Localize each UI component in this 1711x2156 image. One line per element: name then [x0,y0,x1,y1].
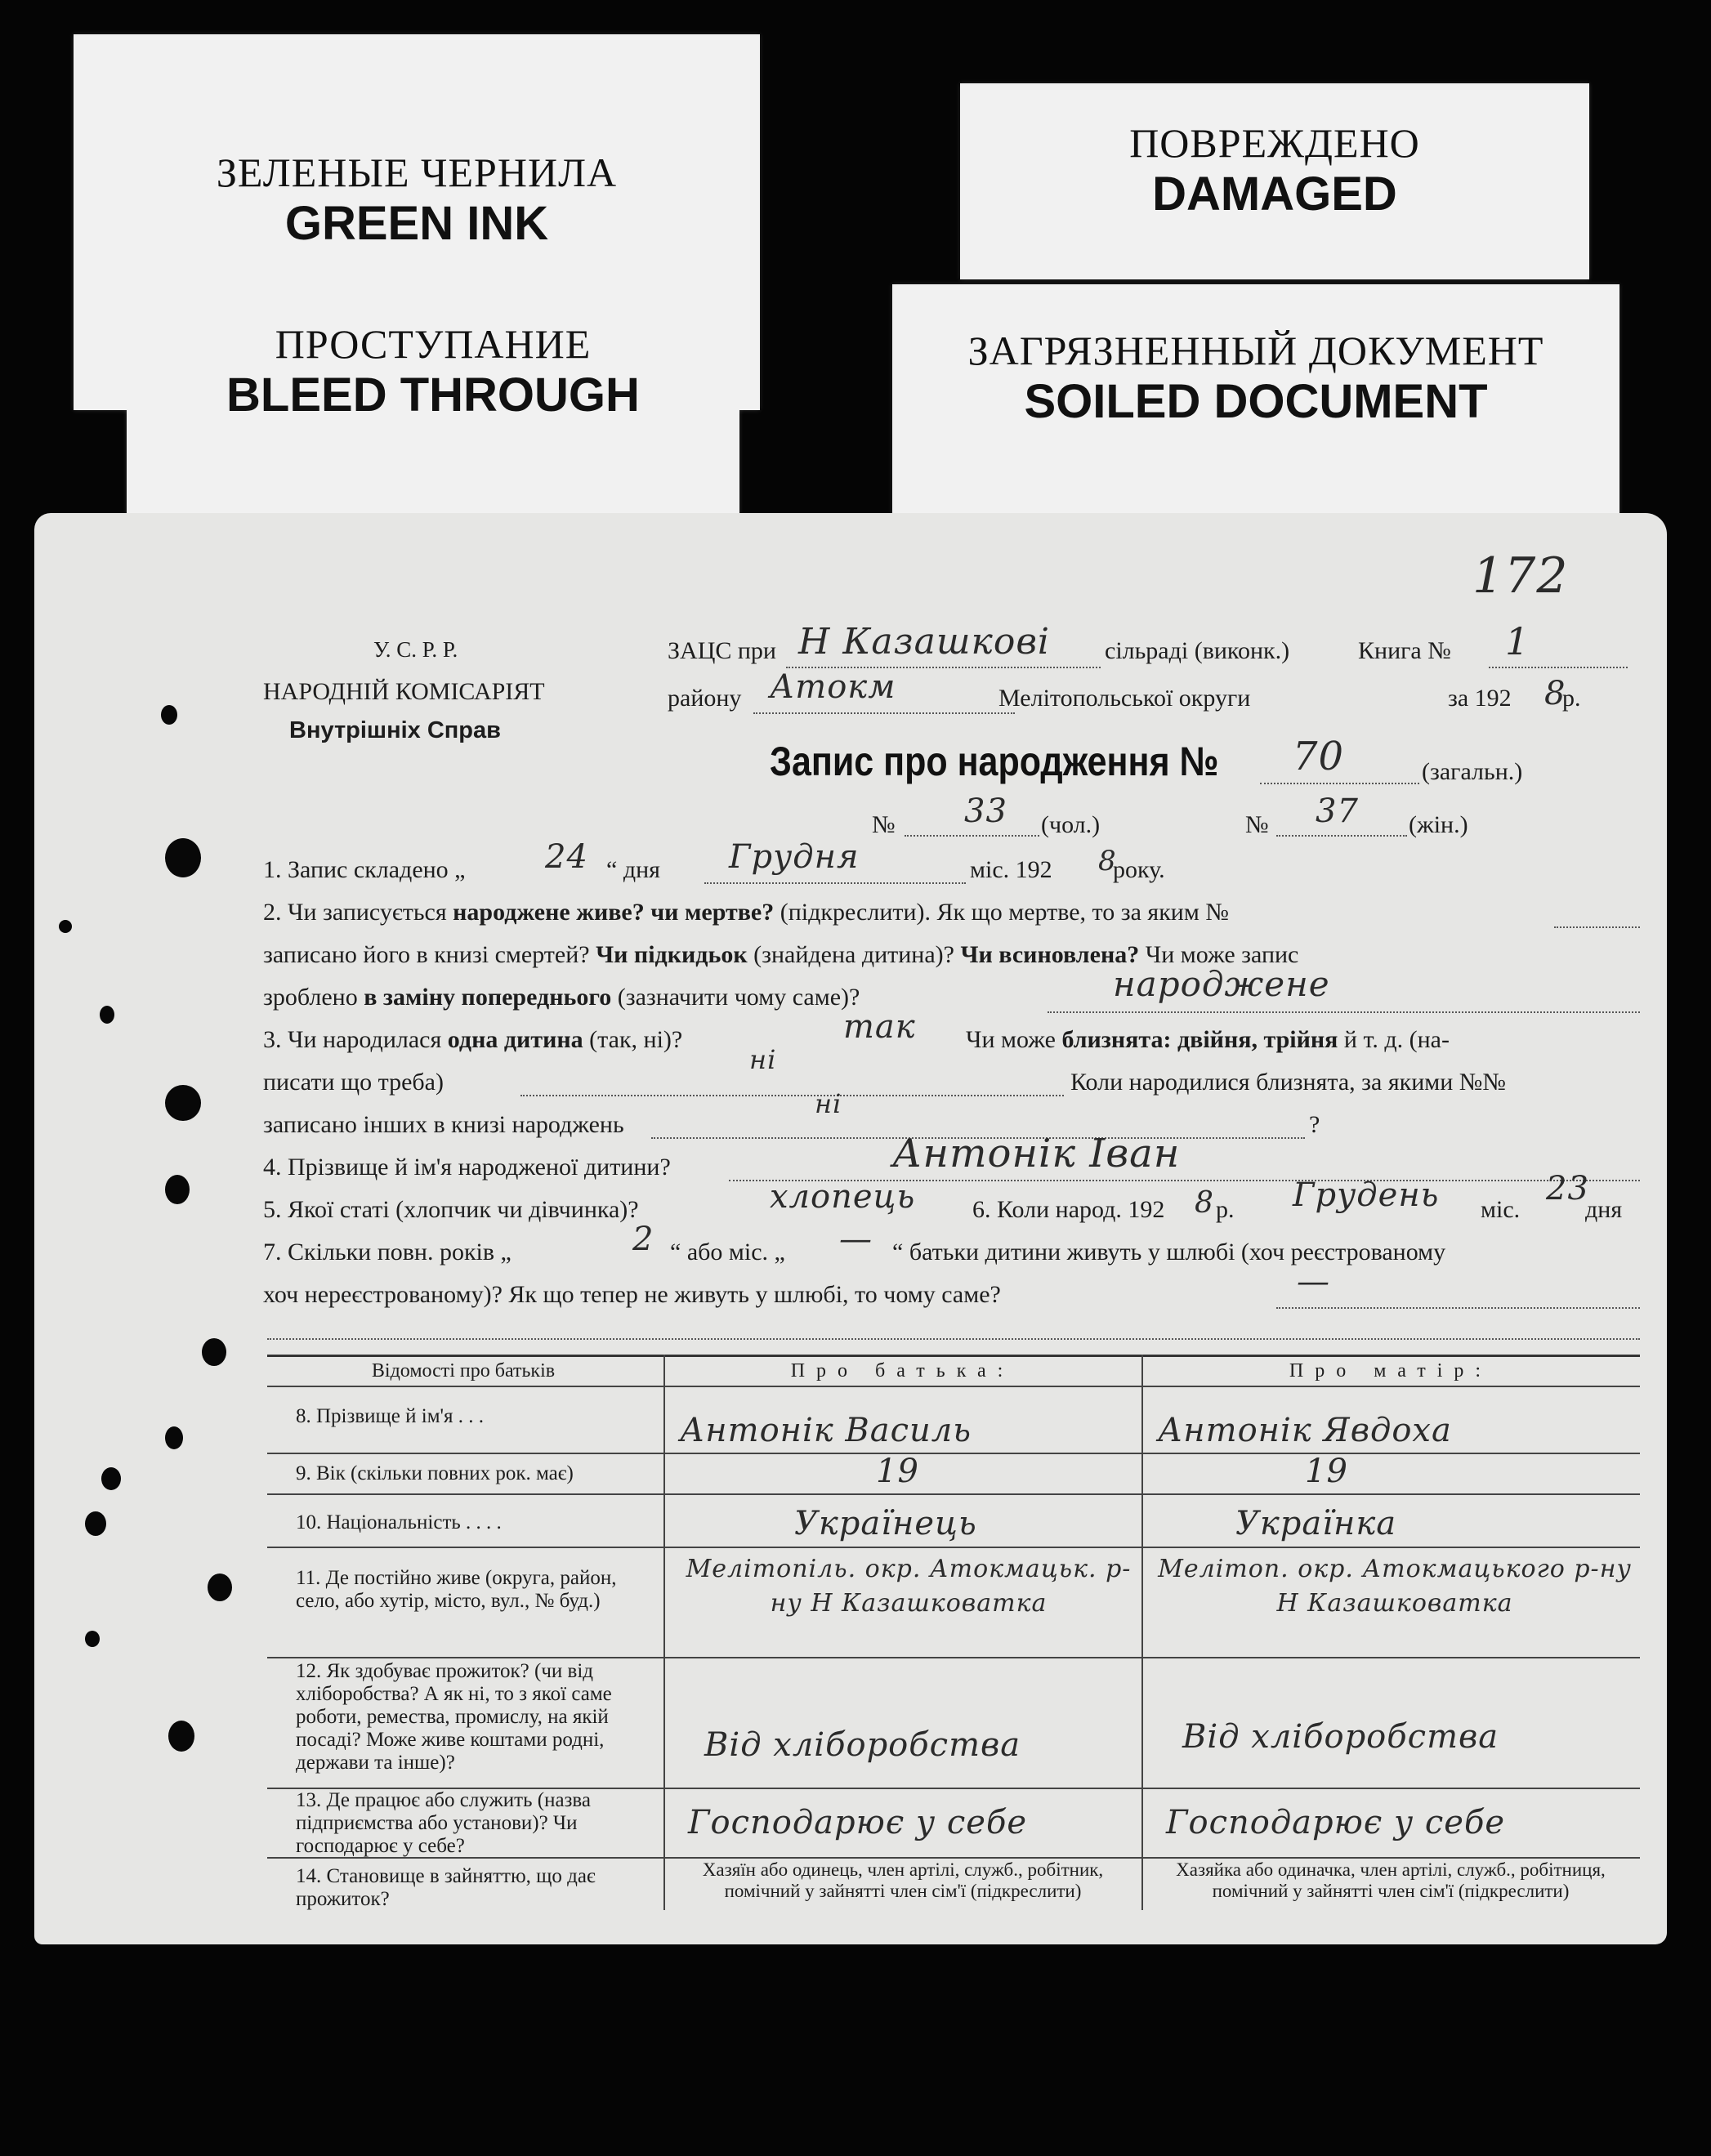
q4-text: 4. Прізвище й ім'я народженої дитини? [263,1154,671,1181]
q3-text-a: 3. Чи народилася [263,1026,448,1053]
mother-name: Антонік Явдоха [1158,1412,1452,1449]
q1-day: 24 [545,838,588,876]
mother-nationality: Українка [1235,1505,1397,1542]
table-header-mother: Про матір: [1289,1360,1493,1382]
q6-day-label: дня [1585,1196,1623,1223]
mother-age: 19 [1305,1453,1348,1490]
q2-death-line [1554,926,1640,928]
q7-text-d: хоч нереєстрованому)? Як що тепер не живуть у шлюбі, то чому саме? [263,1281,1001,1308]
q2-text-cb: в заміну попереднього [364,984,612,1011]
zags-suffix: сільраді (виконк.) [1105,637,1290,664]
rayon-label: району [668,685,742,712]
q3-value-single: так [843,1008,916,1046]
page-number: 172 [1472,547,1569,605]
female-record-number: 37 [1316,792,1359,830]
q1-month-line [704,882,966,884]
punch-hole [165,1426,183,1449]
q3-text-ab: одна дитина [447,1026,583,1053]
row-label-age: 9. Вік (скільки повних рок. має) [296,1462,574,1484]
punch-hole [208,1573,232,1601]
child-sex: хлопець [770,1178,916,1216]
row-label-occupation-status: 14. Становище в зайняттю, що дає прожиток? [296,1865,596,1910]
row-label-nationality: 10. Національність . . . . [296,1511,502,1533]
punch-hole [85,1631,100,1647]
q2-line3 [263,984,860,1011]
header-internal-affairs: Внутрішніх Справ [289,717,501,743]
table-header-parents: Відомості про батьків [371,1360,556,1382]
q2-text-c: зроблено [263,984,364,1011]
bleed-through-label [127,288,739,533]
q2-text-ab: народжене живе? чи мертве? [453,899,775,926]
q3-text-af: й т. д. (на- [1338,1026,1450,1053]
soiled-label-ru: ЗАГРЯЗНЕННЫЙ ДОКУМЕНТ [967,328,1544,373]
rayon-suffix: Мелітопольської округи [998,685,1251,712]
punch-hole [101,1467,121,1490]
q2-value-line [1048,1011,1640,1013]
row-label-livelihood: 12. Як здобуває прожиток? (чи від хліборобства? А як ні, то з якої саме роботи, ремества, промислу, на якій посаді? Може живе коштами родні, держави та інше)? [296,1660,612,1774]
damaged-label-en: DAMAGED [1152,167,1397,221]
header-commissariat: НАРОДНІЙ КОМІСАРІЯТ [263,678,545,705]
table-col-divider-1 [663,1355,665,1910]
q3-line1 [263,1026,682,1054]
q3-text-bc: Коли народилися близнята, за якими №№ [1070,1069,1507,1096]
q7-value: — [1297,1263,1330,1301]
damaged-label-ru: ПОВРЕЖДЕНО [1129,120,1420,166]
punch-hole [168,1721,194,1752]
q3-value-others: ні [815,1088,842,1119]
table-header-father: Про батька: [790,1360,1015,1382]
q1-text-b: “ дня [606,856,660,883]
row-border [267,1493,1640,1495]
row-label-workplace: 13. Де працює або служить (назва підприємства або установи)? Чи господарює у себе? [296,1789,591,1857]
row-border [267,1657,1640,1658]
mother-occupation-status: Хазяйка або одиначка, член артілі, служб., робітниця, помічний у зайнятті член сім'ї (підкреслити) [1176,1859,1606,1901]
q2-value: народжене [1113,964,1330,1004]
birth-year: 8 [1195,1186,1214,1220]
q3-text-b: писати що треба) [263,1069,444,1096]
q1-text-a: 1. Запис складено „ [263,856,466,883]
father-name: Антонік Василь [680,1412,972,1449]
damaged-label [960,83,1589,279]
q1-year: 8 [1098,845,1117,877]
male-record-number: 33 [964,792,1007,830]
punch-hole [165,1085,201,1121]
q6-text: 6. Коли народ. 192 [972,1196,1165,1223]
zags-value: Н Казашкові [798,621,1050,663]
q7-line [1276,1307,1640,1309]
bleed-label-ru: ПРОСТУПАНИЕ [275,321,592,367]
record-title: Запис про народження № [770,739,1219,784]
bleed-label-en: BLEED THROUGH [226,368,640,422]
row-border [267,1857,1640,1859]
q3-line2-dots [520,1095,1064,1096]
mother-residence: Мелітоп. окр. Атокмацького р-ну Н Казашковатка [1158,1555,1632,1618]
q2-text-a: 2. Чи записується [263,899,453,926]
row-label-name: 8. Прізвище й ім'я . . . [296,1405,485,1427]
q3-value-twins: ні [749,1044,777,1075]
rayon-dotted-line [753,712,1015,714]
q3-text-ac: (так, ні)? [583,1026,683,1053]
row-label-residence: 11. Де постійно живе (округа, район, село, або хутір, місто, вул., № буд.) [296,1567,617,1612]
table-col-divider-2 [1141,1355,1143,1910]
q2-text-bd: Чи всиновлена? [960,941,1140,968]
q3-text-ae: близнята: двійня, трійня [1061,1026,1338,1053]
father-occupation-status: Хазяїн або одинець, член артілі, служб., робітник, помічний у зайнятті член сім'ї (підкреслити) [702,1859,1104,1901]
year-label: за 192 [1448,685,1512,712]
male-no-sign: № [872,811,896,838]
row-border [267,1547,1640,1548]
q3-text-ad: Чи може [966,1026,1062,1053]
punch-hole [100,1006,114,1024]
record-number: 70 [1293,734,1345,779]
marriage-months: — [839,1221,873,1258]
header-ussr: У. С. Р. Р. [373,637,458,662]
q2-text-be: Чи може запис [1139,941,1299,968]
punch-hole [165,838,201,877]
punch-hole [59,920,72,933]
row-border [267,1453,1640,1454]
soiled-document-label [892,284,1619,529]
father-age: 19 [876,1453,919,1490]
q3-text-cend: ? [1309,1111,1320,1138]
father-residence: Мелітопіль. окр. Атокмацьк. р-ну Н Казашковатка [686,1555,1132,1618]
q6-month-label: міс. [1481,1196,1521,1223]
male-number-line [905,835,1039,837]
q2-line1 [263,899,1229,926]
child-name: Антонік Іван [892,1131,1181,1176]
father-livelihood: Від хліборобства [704,1726,1021,1764]
soiled-label-en: SOILED DOCUMENT [1024,375,1488,428]
book-label: Книга № [1358,637,1451,664]
punch-hole [161,705,177,725]
q1-text-c: міс. 192 [970,856,1052,883]
punch-hole [85,1511,106,1536]
mother-livelihood: Від хліборобства [1182,1718,1499,1756]
year-value: 8 [1544,675,1566,712]
mother-workplace: Господарює у себе [1166,1804,1506,1841]
birth-month: Грудень [1293,1176,1440,1214]
q2-text-b: записано його в книзі смертей? [263,941,596,968]
green-ink-label-en: GREEN INK [284,197,549,250]
marriage-years: 2 [632,1221,654,1258]
female-label: (жін.) [1409,811,1468,838]
male-label: (чол.) [1041,811,1101,838]
year-suffix: р. [1562,685,1581,712]
green-ink-label-ru: ЗЕЛЕНЫЕ ЧЕРНИЛА [216,150,618,195]
zags-label: ЗАЦС при [668,637,776,664]
q1-text-d: року. [1113,856,1165,883]
q3-line1b [966,1026,1450,1054]
book-dotted-line [1489,667,1628,668]
q7-text-c: “ батьки дитини живуть у шлюбі (хоч реєстрованому [892,1239,1446,1265]
q2-text-bb: Чи підкидьок [596,941,748,968]
table-top-border [267,1355,1640,1357]
book-value: 1 [1505,619,1530,663]
punch-hole [165,1175,190,1204]
record-number-line [1260,783,1419,784]
birth-day: 23 [1546,1170,1589,1207]
q5-text: 5. Якої статі (хлопчик чи дівчинка)? [263,1196,639,1223]
punch-hole [202,1338,226,1366]
q6-year-suffix: р. [1216,1196,1235,1223]
table-top-dotted [267,1338,1640,1340]
female-no-sign: № [1245,811,1269,838]
table-header-border [267,1386,1640,1387]
female-number-line [1276,835,1407,837]
q2-text-cc: (зазначити чому саме)? [611,984,860,1011]
father-workplace: Господарює у себе [688,1804,1028,1841]
father-nationality: Українець [794,1505,977,1542]
birth-record-document [34,513,1667,1944]
rayon-value: Атокм [770,668,896,706]
q2-text-ac: (підкреслити). Як що мертве, то за яким № [774,899,1229,926]
q2-text-bc: (знайдена дитина)? [747,941,961,968]
q3-text-c: записано інших в книзі народжень [263,1111,624,1138]
record-general-label: (загальн.) [1422,758,1523,785]
q7-text-b: “ або міс. „ [670,1239,785,1265]
q7-text-a: 7. Скільки повн. років „ [263,1239,512,1265]
q1-month: Грудня [729,838,860,876]
